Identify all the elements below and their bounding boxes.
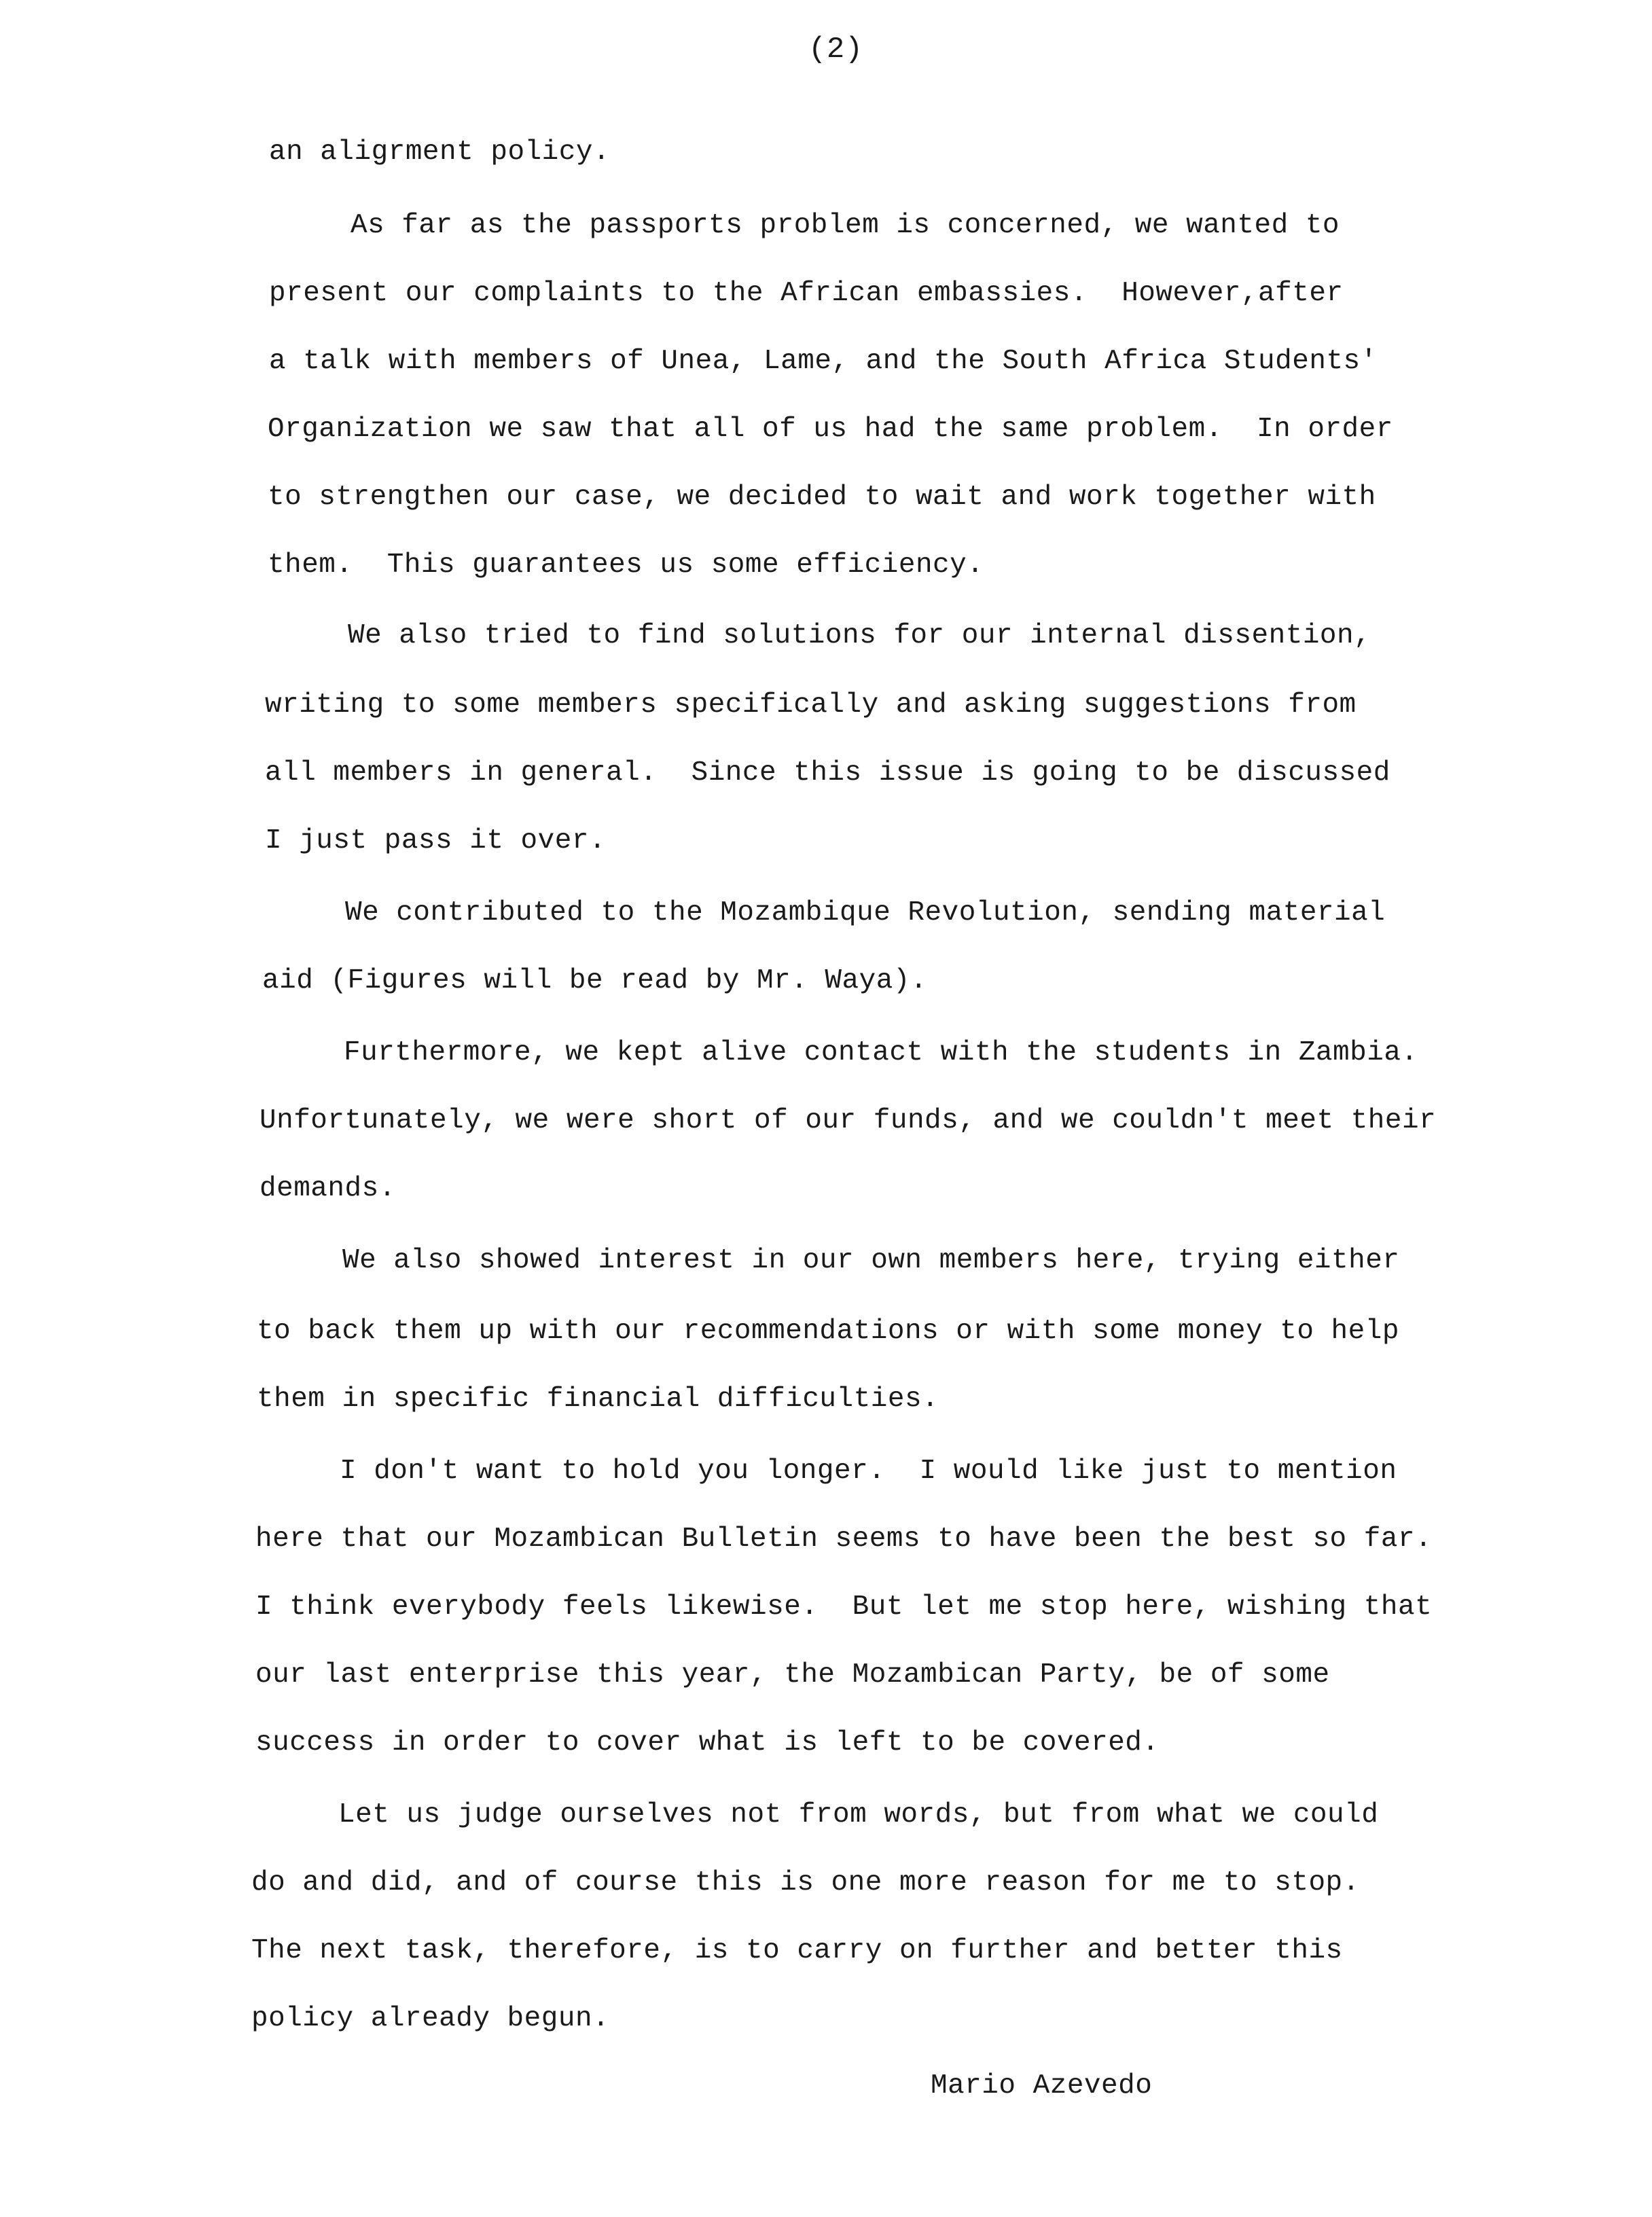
body-line: The next task, therefore, is to carry on further and better this [251,1935,1343,1966]
body-line: policy already begun. [251,2003,610,2034]
body-line: I just pass it over. [265,825,607,857]
body-line: I think everybody feels likewise. But let me stop here, wishing that [255,1591,1433,1623]
body-line: We contributed to the Mozambique Revolution, sending material [345,897,1386,929]
body-line: writing to some members specifically and asking suggestions from [265,689,1357,721]
body-line: do and did, and of course this is one more reason for me to stop. [251,1867,1360,1898]
body-line: present our complaints to the African embassies. However,after [269,278,1344,309]
signature: Mario Azevedo [931,2070,1153,2102]
body-line: to strengthen our case, we decided to wait and work together with [268,482,1376,513]
body-line: here that our Mozambican Bulletin seems to have been the best so far. [255,1524,1433,1555]
body-line: Furthermore, we kept alive contact with the students in Zambia. [344,1037,1418,1068]
body-line: them in specific financial difficulties. [257,1384,939,1415]
body-line: We also tried to find solutions for our internal dissention, [348,620,1371,651]
body-line: Unfortunately, we were short of our funds, and we couldn't meet their [259,1105,1437,1136]
body-line: all members in general. Since this issue is going to be discussed [265,757,1390,789]
body-line: aid (Figures will be read by Mr. Waya). [262,965,928,996]
body-line: an aligrment policy. [269,137,611,168]
body-line: them. This guarantees us some efficiency. [268,549,984,581]
body-line: Let us judge ourselves not from words, but from what we could [338,1799,1379,1831]
body-line: to back them up with our recommendations or with some money to help [257,1316,1399,1347]
body-line: As far as the passports problem is concerned, we wanted to [351,210,1340,241]
page-number: (2) [808,33,863,67]
body-line: We also showed interest in our own members here, trying either [342,1245,1400,1276]
body-line: success in order to cover what is left to be covered. [255,1727,1160,1759]
body-line: I don't want to hold you longer. I would like just to mention [340,1456,1397,1487]
body-line: a talk with members of Unea, Lame, and the South Africa Students' [269,346,1378,377]
body-line: Organization we saw that all of us had the same problem. In order [268,414,1393,445]
body-line: our last enterprise this year, the Mozambican Party, be of some [255,1659,1330,1691]
body-line: demands. [259,1173,396,1204]
